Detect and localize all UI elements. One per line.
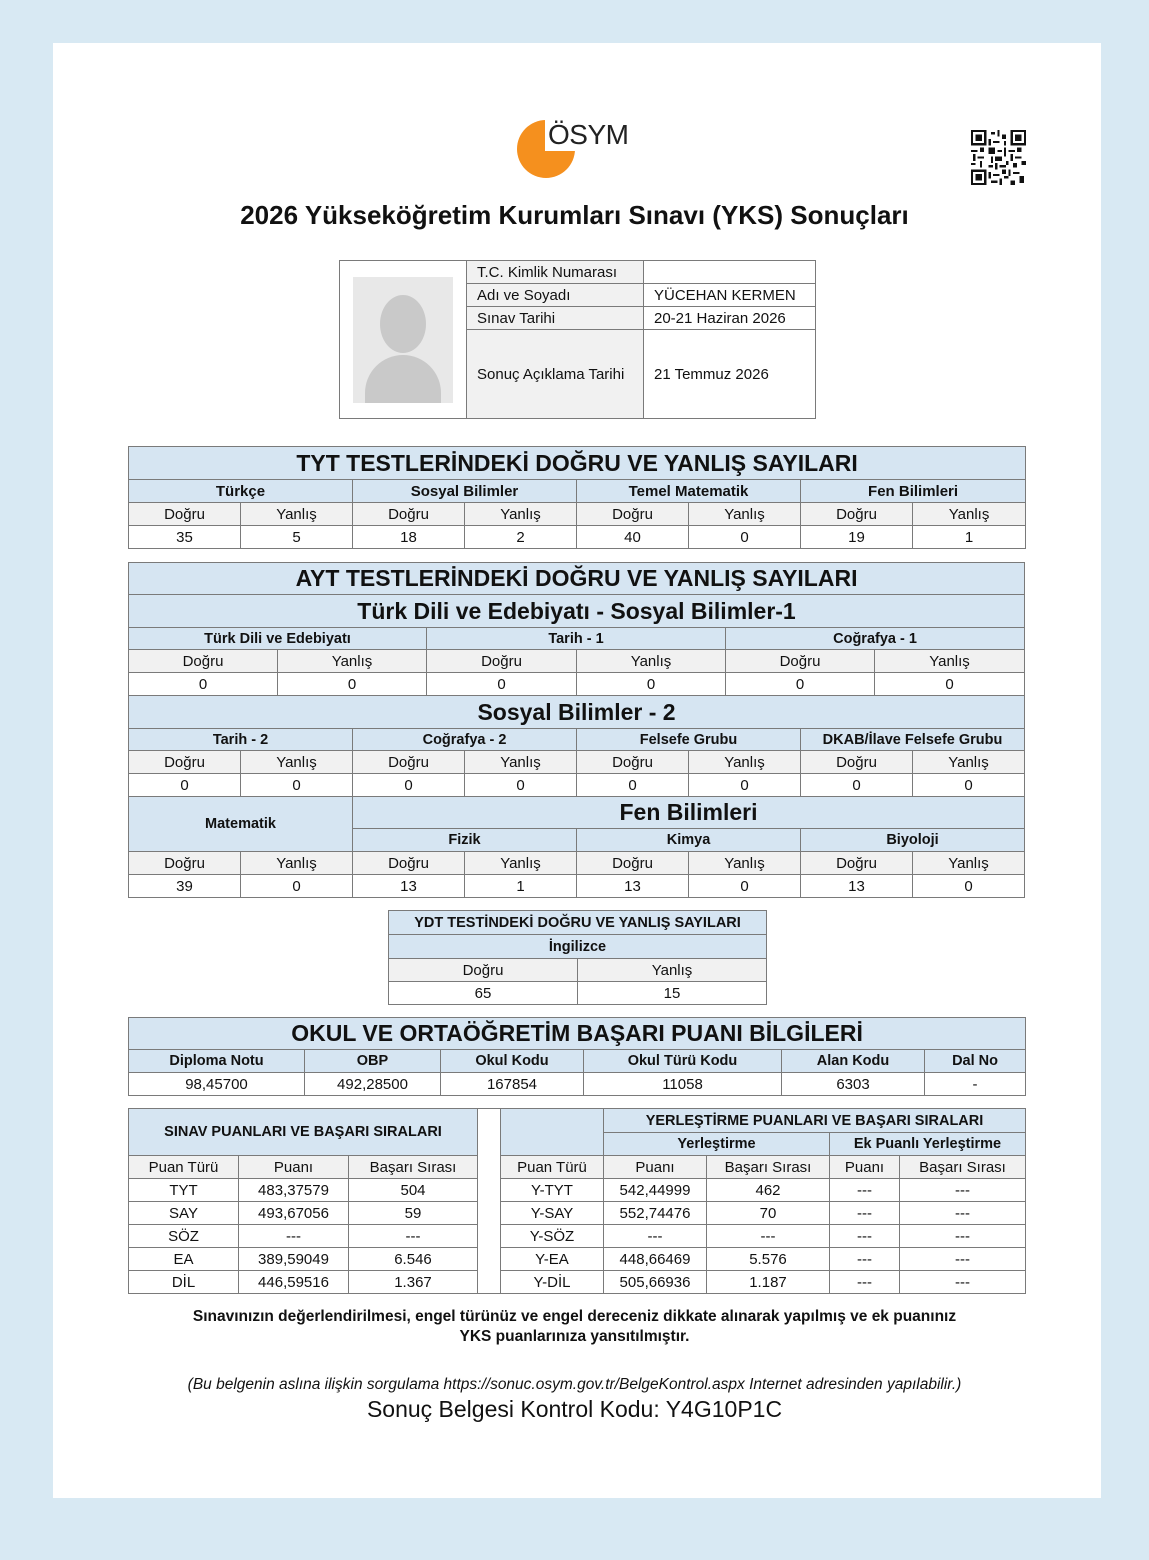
column-header: Başarı Sırası xyxy=(900,1156,1026,1179)
ayt-subject-header: Biyoloji xyxy=(801,829,1025,852)
puan: 542,44999 xyxy=(604,1179,707,1202)
dogru-label: Doğru xyxy=(577,852,689,875)
basari-sirasi: 59 xyxy=(349,1202,478,1225)
yanlis-label: Yanlış xyxy=(465,852,577,875)
yanlis-value: 0 xyxy=(689,774,801,797)
yanlis-value: 0 xyxy=(577,673,726,696)
puan-turu: Y-SAY xyxy=(501,1202,604,1225)
puan: 389,59049 xyxy=(239,1248,349,1271)
yanlis-value: 0 xyxy=(689,526,801,549)
dogru-label: Doğru xyxy=(353,503,465,526)
puan: --- xyxy=(604,1225,707,1248)
dogru-label: Doğru xyxy=(801,503,913,526)
table-row xyxy=(501,1179,1026,1202)
yanlis-value: 0 xyxy=(278,673,427,696)
yanlis-value: 0 xyxy=(241,875,353,898)
ayt-subject-header: DKAB/İlave Felsefe Grubu xyxy=(801,729,1025,751)
yanlis-value: 15 xyxy=(578,982,767,1005)
basari-sirasi: 5.576 xyxy=(707,1248,830,1271)
dogru-value: 0 xyxy=(427,673,577,696)
note-line: YKS puanlarınıza yansıtılmıştır. xyxy=(459,1328,690,1345)
basari-sirasi: 70 xyxy=(707,1202,830,1225)
puan-turu: Y-SÖZ xyxy=(501,1225,604,1248)
yanlis-label: Yanlış xyxy=(689,751,801,774)
ydt-table xyxy=(388,910,767,1005)
verification-query-text: (Bu belgenin aslına ilişkin sorgulama https://sonuc.osym.gov.tr/BelgeKontrol.aspx Internet adresinden yapılabilir.) xyxy=(187,1376,962,1393)
tyt-subject-header: Sosyal Bilimler xyxy=(353,480,577,503)
yanlis-label: Yanlış xyxy=(689,503,801,526)
ek-puan: --- xyxy=(830,1202,900,1225)
dogru-label: Doğru xyxy=(577,503,689,526)
basari-sirasi: --- xyxy=(349,1225,478,1248)
yanlis-value: 0 xyxy=(465,774,577,797)
yanlis-value: 2 xyxy=(465,526,577,549)
puan-turu: Y-DİL xyxy=(501,1271,604,1294)
brand-name: ÖSYM xyxy=(545,118,630,151)
okul-header: OBP xyxy=(305,1050,441,1073)
ayt-section2-title: Sosyal Bilimler - 2 xyxy=(129,696,1025,729)
yanlis-label: Yanlış xyxy=(241,751,353,774)
label-sinav-tarihi: Sınav Tarihi xyxy=(467,307,644,330)
dogru-value: 39 xyxy=(129,875,241,898)
value-tc-kimlik xyxy=(644,261,816,284)
table-row xyxy=(501,1202,1026,1225)
yanlis-label: Yanlış xyxy=(875,650,1025,673)
table-row xyxy=(129,1248,478,1271)
table-row xyxy=(501,1248,1026,1271)
yerlestirme-table xyxy=(500,1108,1026,1294)
okul-header: Dal No xyxy=(925,1050,1026,1073)
yanlis-value: 0 xyxy=(913,875,1025,898)
ayt-subject-header: Felsefe Grubu xyxy=(577,729,801,751)
yanlis-label: Yanlış xyxy=(913,751,1025,774)
puan-turu: TYT xyxy=(129,1179,239,1202)
value-sinav-tarihi: 20-21 Haziran 2026 xyxy=(644,307,816,330)
dogru-label: Doğru xyxy=(129,852,241,875)
dogru-label: Doğru xyxy=(389,959,578,982)
puan-turu: DİL xyxy=(129,1271,239,1294)
sinav-puanlari-title: SINAV PUANLARI VE BAŞARI SIRALARI xyxy=(129,1109,478,1156)
okul-value: 6303 xyxy=(782,1073,925,1096)
label-ad-soyad: Adı ve Soyadı xyxy=(467,284,644,307)
dogru-label: Doğru xyxy=(129,503,241,526)
ayt-title: AYT TESTLERİNDEKİ DOĞRU VE YANLIŞ SAYILARI xyxy=(129,563,1025,595)
column-header: Puanı xyxy=(830,1156,900,1179)
ayt-subject-header: Tarih - 1 xyxy=(427,628,726,650)
dogru-value: 0 xyxy=(129,673,278,696)
dogru-label: Doğru xyxy=(726,650,875,673)
yanlis-label: Yanlış xyxy=(689,852,801,875)
dogru-value: 13 xyxy=(353,875,465,898)
ayt-subject-header: Kimya xyxy=(577,829,801,852)
dogru-label: Doğru xyxy=(353,852,465,875)
okul-value: 167854 xyxy=(441,1073,584,1096)
yanlis-value: 1 xyxy=(913,526,1026,549)
ek-basari-sirasi: --- xyxy=(900,1271,1026,1294)
okul-value: - xyxy=(925,1073,1026,1096)
dogru-value: 19 xyxy=(801,526,913,549)
ek-puan-note xyxy=(0,1307,1149,1347)
puan: 448,66469 xyxy=(604,1248,707,1271)
dogru-value: 0 xyxy=(353,774,465,797)
qr-code-icon xyxy=(971,130,1026,185)
yanlis-label: Yanlış xyxy=(577,650,726,673)
dogru-label: Doğru xyxy=(129,650,278,673)
yanlis-label: Yanlış xyxy=(578,959,767,982)
yanlis-label: Yanlış xyxy=(241,852,353,875)
ayt-section1-title: Türk Dili ve Edebiyatı - Sosyal Bilimler-1 xyxy=(129,595,1025,628)
dogru-value: 0 xyxy=(577,774,689,797)
note-line: Sınavınızın değerlendirilmesi, engel türünüz ve engel dereceniz dikkate alınarak yapılmış ve ek puanınız xyxy=(192,1308,957,1325)
dogru-value: 0 xyxy=(726,673,875,696)
ek-puan: --- xyxy=(830,1248,900,1271)
ek-puan: --- xyxy=(830,1179,900,1202)
column-header: Puan Türü xyxy=(501,1156,604,1179)
yanlis-value: 1 xyxy=(465,875,577,898)
table-row xyxy=(129,1271,478,1294)
page-title: 2026 Yükseköğretim Kurumları Sınavı (YKS) Sonuçları xyxy=(240,200,909,230)
puan: 552,74476 xyxy=(604,1202,707,1225)
ydt-title: YDT TESTİNDEKİ DOĞRU VE YANLIŞ SAYILARI xyxy=(389,911,767,935)
table-row xyxy=(129,1179,478,1202)
ek-basari-sirasi: --- xyxy=(900,1179,1026,1202)
dogru-label: Doğru xyxy=(801,852,913,875)
okul-value: 98,45700 xyxy=(129,1073,305,1096)
yanlis-label: Yanlış xyxy=(913,852,1025,875)
ydt-language: İngilizce xyxy=(389,935,767,959)
identity-table xyxy=(339,260,816,419)
tyt-subject-header: Fen Bilimleri xyxy=(801,480,1026,503)
ek-basari-sirasi: --- xyxy=(900,1248,1026,1271)
ayt-subject-header: Tarih - 2 xyxy=(129,729,353,751)
table-spacer xyxy=(477,1108,500,1294)
yanlis-value: 0 xyxy=(689,875,801,898)
dogru-label: Doğru xyxy=(353,751,465,774)
puan: 505,66936 xyxy=(604,1271,707,1294)
yanlis-label: Yanlış xyxy=(465,503,577,526)
value-ad-soyad: YÜCEHAN KERMEN xyxy=(644,284,816,307)
puan-turu: SÖZ xyxy=(129,1225,239,1248)
ayt-subject-header: Türk Dili ve Edebiyatı xyxy=(129,628,427,650)
corner-cell xyxy=(501,1109,604,1156)
ek-puanli-group: Ek Puanlı Yerleştirme xyxy=(830,1133,1026,1156)
ek-basari-sirasi: --- xyxy=(900,1202,1026,1225)
yanlis-label: Yanlış xyxy=(278,650,427,673)
table-row xyxy=(129,1202,478,1225)
basari-sirasi: 504 xyxy=(349,1179,478,1202)
okul-value: 11058 xyxy=(584,1073,782,1096)
yanlis-label: Yanlış xyxy=(241,503,353,526)
column-header: Başarı Sırası xyxy=(349,1156,478,1179)
column-header: Puanı xyxy=(239,1156,349,1179)
okul-header: Okul Türü Kodu xyxy=(584,1050,782,1073)
control-code: Sonuç Belgesi Kontrol Kodu: Y4G10P1C xyxy=(366,1396,783,1422)
dogru-value: 0 xyxy=(129,774,241,797)
ek-puan: --- xyxy=(830,1271,900,1294)
okul-header: Okul Kodu xyxy=(441,1050,584,1073)
basari-sirasi: 1.187 xyxy=(707,1271,830,1294)
basari-sirasi: 1.367 xyxy=(349,1271,478,1294)
column-header: Başarı Sırası xyxy=(707,1156,830,1179)
ayt-subject-header: Fizik xyxy=(353,829,577,852)
ayt-matematik-header: Matematik xyxy=(129,797,353,852)
dogru-value: 0 xyxy=(801,774,913,797)
puan: --- xyxy=(239,1225,349,1248)
tyt-subject-header: Temel Matematik xyxy=(577,480,801,503)
dogru-label: Doğru xyxy=(427,650,577,673)
tyt-table xyxy=(128,446,1026,549)
tyt-subject-header: Türkçe xyxy=(129,480,353,503)
ek-puan: --- xyxy=(830,1225,900,1248)
yanlis-label: Yanlış xyxy=(465,751,577,774)
dogru-value: 35 xyxy=(129,526,241,549)
table-row xyxy=(501,1271,1026,1294)
yanlis-value: 5 xyxy=(241,526,353,549)
dogru-label: Doğru xyxy=(577,751,689,774)
okul-title: OKUL VE ORTAÖĞRETİM BAŞARI PUANI BİLGİLERİ xyxy=(129,1018,1026,1050)
column-header: Puan Türü xyxy=(129,1156,239,1179)
dogru-value: 13 xyxy=(801,875,913,898)
photo-cell xyxy=(340,261,467,419)
dogru-label: Doğru xyxy=(129,751,241,774)
yerlestirme-group: Yerleştirme xyxy=(604,1133,830,1156)
table-row xyxy=(129,1225,478,1248)
dogru-label: Doğru xyxy=(801,751,913,774)
puan: 493,67056 xyxy=(239,1202,349,1225)
table-row xyxy=(501,1225,1026,1248)
yerlestirme-title: YERLEŞTİRME PUANLARI VE BAŞARI SIRALARI xyxy=(604,1109,1026,1133)
puan-turu: EA xyxy=(129,1248,239,1271)
puan-turu: Y-EA xyxy=(501,1248,604,1271)
basari-sirasi: 6.546 xyxy=(349,1248,478,1271)
value-sonuc-tarihi: 21 Temmuz 2026 xyxy=(644,330,816,419)
basari-sirasi: 462 xyxy=(707,1179,830,1202)
ayt-subject-header: Coğrafya - 1 xyxy=(726,628,1025,650)
ayt-fen-title: Fen Bilimleri xyxy=(353,797,1025,829)
okul-header: Diploma Notu xyxy=(129,1050,305,1073)
okul-value: 492,28500 xyxy=(305,1073,441,1096)
dogru-value: 40 xyxy=(577,526,689,549)
ek-basari-sirasi: --- xyxy=(900,1225,1026,1248)
ayt-table xyxy=(128,562,1025,898)
okul-header: Alan Kodu xyxy=(782,1050,925,1073)
label-tc-kimlik: T.C. Kimlik Numarası xyxy=(467,261,644,284)
label-sonuc-tarihi: Sonuç Açıklama Tarihi xyxy=(467,330,644,419)
column-header: Puanı xyxy=(604,1156,707,1179)
sinav-puanlari-table xyxy=(128,1108,478,1294)
ayt-subject-header: Coğrafya - 2 xyxy=(353,729,577,751)
dogru-value: 13 xyxy=(577,875,689,898)
okul-table xyxy=(128,1017,1026,1096)
yanlis-value: 0 xyxy=(875,673,1025,696)
osym-logo xyxy=(517,118,641,178)
puan: 446,59516 xyxy=(239,1271,349,1294)
puan-turu: Y-TYT xyxy=(501,1179,604,1202)
candidate-photo xyxy=(353,277,453,403)
dogru-value: 18 xyxy=(353,526,465,549)
yanlis-value: 0 xyxy=(241,774,353,797)
puan: 483,37579 xyxy=(239,1179,349,1202)
puan-turu: SAY xyxy=(129,1202,239,1225)
yanlis-label: Yanlış xyxy=(913,503,1026,526)
tyt-title: TYT TESTLERİNDEKİ DOĞRU VE YANLIŞ SAYILARI xyxy=(129,447,1026,480)
dogru-value: 65 xyxy=(389,982,578,1005)
basari-sirasi: --- xyxy=(707,1225,830,1248)
yanlis-value: 0 xyxy=(913,774,1025,797)
